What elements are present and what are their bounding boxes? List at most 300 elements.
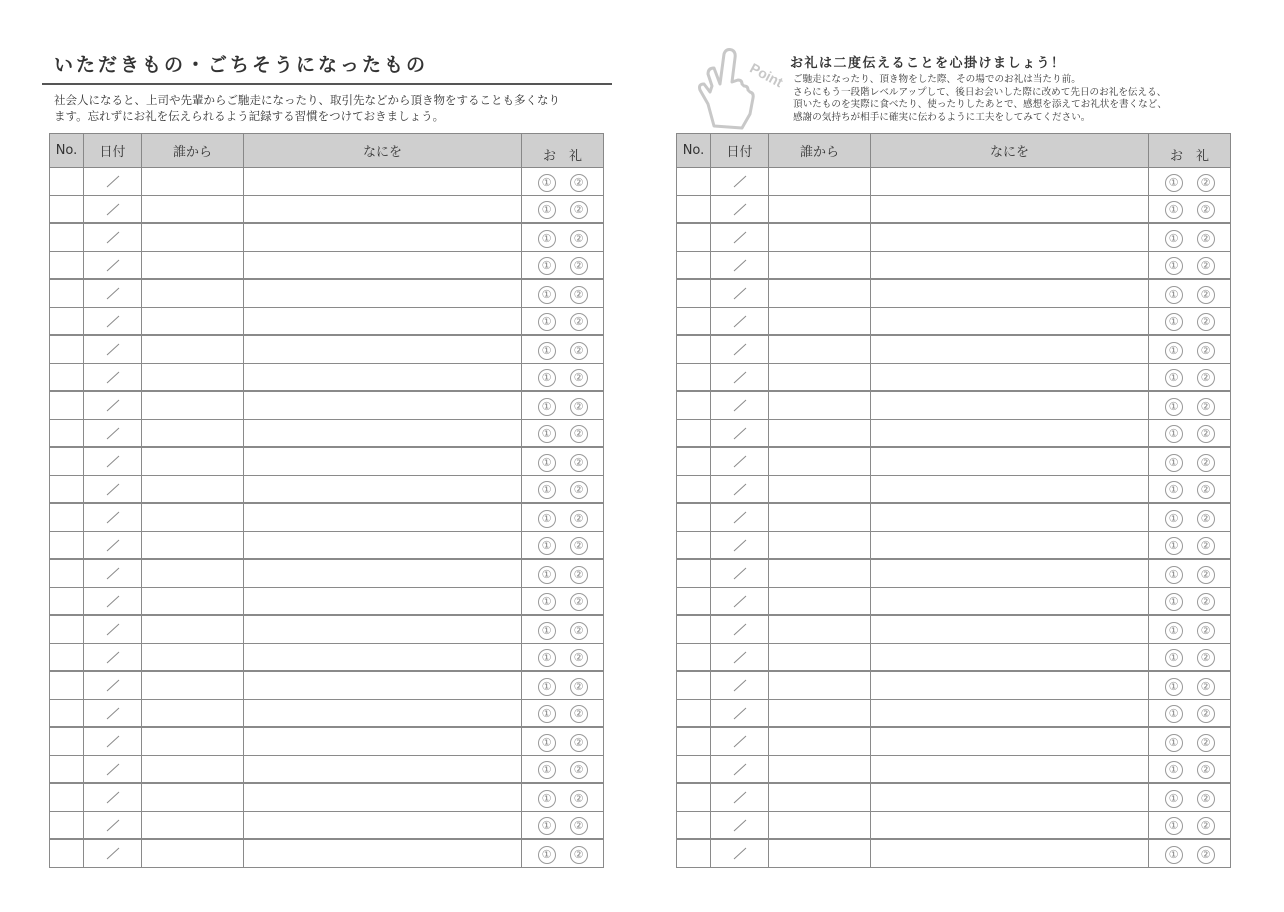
thanks-mark-2[interactable]: ② — [1197, 846, 1215, 864]
from-cell[interactable] — [769, 335, 871, 363]
no-cell[interactable] — [677, 335, 711, 363]
thanks-mark-1[interactable]: ① — [538, 369, 556, 387]
from-cell[interactable] — [769, 223, 871, 251]
thanks-cell[interactable] — [1149, 419, 1231, 447]
from-cell[interactable] — [142, 195, 244, 223]
date-cell[interactable] — [84, 615, 142, 643]
no-cell[interactable] — [677, 559, 711, 587]
no-cell[interactable] — [50, 671, 84, 699]
thanks-mark-1[interactable]: ① — [538, 454, 556, 472]
thanks-cell[interactable] — [522, 559, 604, 587]
what-cell[interactable] — [244, 783, 522, 811]
no-cell[interactable] — [677, 755, 711, 783]
from-cell[interactable] — [769, 391, 871, 419]
what-cell[interactable] — [244, 447, 522, 475]
thanks-mark-2[interactable]: ② — [570, 510, 588, 528]
thanks-cell[interactable] — [522, 839, 604, 867]
thanks-mark-2[interactable]: ② — [1197, 761, 1215, 779]
thanks-mark-1[interactable]: ① — [538, 398, 556, 416]
from-cell[interactable] — [769, 531, 871, 559]
thanks-mark-2[interactable]: ② — [1197, 313, 1215, 331]
thanks-mark-1[interactable]: ① — [538, 566, 556, 584]
thanks-mark-1[interactable]: ① — [1165, 705, 1183, 723]
date-cell[interactable] — [84, 671, 142, 699]
no-cell[interactable] — [50, 643, 84, 671]
what-cell[interactable] — [871, 699, 1149, 727]
what-cell[interactable] — [244, 168, 522, 196]
from-cell[interactable] — [142, 559, 244, 587]
thanks-cell[interactable] — [522, 168, 604, 196]
thanks-mark-2[interactable]: ② — [570, 734, 588, 752]
from-cell[interactable] — [769, 615, 871, 643]
from-cell[interactable] — [142, 475, 244, 503]
thanks-mark-2[interactable]: ② — [570, 257, 588, 275]
thanks-cell[interactable] — [1149, 671, 1231, 699]
thanks-mark-1[interactable]: ① — [538, 481, 556, 499]
thanks-mark-1[interactable]: ① — [1165, 734, 1183, 752]
from-cell[interactable] — [769, 363, 871, 391]
from-cell[interactable] — [769, 419, 871, 447]
thanks-cell[interactable] — [522, 391, 604, 419]
thanks-mark-2[interactable]: ② — [1197, 510, 1215, 528]
date-cell[interactable] — [711, 391, 769, 419]
thanks-cell[interactable] — [522, 671, 604, 699]
from-cell[interactable] — [142, 811, 244, 839]
thanks-mark-1[interactable]: ① — [538, 425, 556, 443]
what-cell[interactable] — [871, 755, 1149, 783]
thanks-cell[interactable] — [1149, 391, 1231, 419]
thanks-mark-1[interactable]: ① — [538, 537, 556, 555]
thanks-mark-1[interactable]: ① — [1165, 454, 1183, 472]
date-cell[interactable] — [711, 727, 769, 755]
thanks-mark-1[interactable]: ① — [1165, 286, 1183, 304]
no-cell[interactable] — [677, 727, 711, 755]
from-cell[interactable] — [769, 168, 871, 196]
thanks-cell[interactable] — [522, 727, 604, 755]
from-cell[interactable] — [769, 643, 871, 671]
no-cell[interactable] — [677, 839, 711, 867]
date-cell[interactable] — [84, 503, 142, 531]
thanks-cell[interactable] — [1149, 279, 1231, 307]
what-cell[interactable] — [244, 699, 522, 727]
thanks-mark-1[interactable]: ① — [1165, 398, 1183, 416]
date-cell[interactable] — [84, 363, 142, 391]
what-cell[interactable] — [244, 755, 522, 783]
thanks-mark-2[interactable]: ② — [570, 566, 588, 584]
thanks-cell[interactable] — [1149, 363, 1231, 391]
what-cell[interactable] — [871, 168, 1149, 196]
thanks-mark-1[interactable]: ① — [538, 705, 556, 723]
thanks-cell[interactable] — [522, 783, 604, 811]
thanks-mark-1[interactable]: ① — [538, 510, 556, 528]
date-cell[interactable] — [711, 223, 769, 251]
thanks-mark-2[interactable]: ② — [1197, 230, 1215, 248]
thanks-mark-2[interactable]: ② — [1197, 649, 1215, 667]
thanks-mark-2[interactable]: ② — [570, 817, 588, 835]
thanks-cell[interactable] — [1149, 615, 1231, 643]
thanks-mark-2[interactable]: ② — [1197, 481, 1215, 499]
date-cell[interactable] — [711, 363, 769, 391]
thanks-cell[interactable] — [522, 363, 604, 391]
what-cell[interactable] — [244, 391, 522, 419]
no-cell[interactable] — [50, 699, 84, 727]
from-cell[interactable] — [769, 559, 871, 587]
from-cell[interactable] — [142, 783, 244, 811]
thanks-mark-2[interactable]: ② — [570, 761, 588, 779]
what-cell[interactable] — [871, 391, 1149, 419]
what-cell[interactable] — [871, 279, 1149, 307]
thanks-mark-1[interactable]: ① — [538, 846, 556, 864]
thanks-mark-2[interactable]: ② — [1197, 342, 1215, 360]
no-cell[interactable] — [50, 447, 84, 475]
date-cell[interactable] — [84, 195, 142, 223]
date-cell[interactable] — [711, 195, 769, 223]
thanks-mark-2[interactable]: ② — [570, 230, 588, 248]
date-cell[interactable] — [84, 335, 142, 363]
thanks-cell[interactable] — [1149, 587, 1231, 615]
from-cell[interactable] — [769, 783, 871, 811]
from-cell[interactable] — [142, 587, 244, 615]
thanks-mark-2[interactable]: ② — [1197, 286, 1215, 304]
date-cell[interactable] — [84, 587, 142, 615]
thanks-mark-1[interactable]: ① — [1165, 230, 1183, 248]
what-cell[interactable] — [871, 643, 1149, 671]
what-cell[interactable] — [871, 419, 1149, 447]
date-cell[interactable] — [84, 168, 142, 196]
from-cell[interactable] — [142, 251, 244, 279]
from-cell[interactable] — [769, 307, 871, 335]
thanks-cell[interactable] — [1149, 223, 1231, 251]
from-cell[interactable] — [769, 755, 871, 783]
no-cell[interactable] — [50, 335, 84, 363]
thanks-mark-2[interactable]: ② — [570, 313, 588, 331]
no-cell[interactable] — [677, 419, 711, 447]
thanks-mark-2[interactable]: ② — [570, 705, 588, 723]
thanks-mark-1[interactable]: ① — [1165, 790, 1183, 808]
what-cell[interactable] — [244, 587, 522, 615]
thanks-mark-1[interactable]: ① — [538, 342, 556, 360]
date-cell[interactable] — [711, 615, 769, 643]
what-cell[interactable] — [244, 531, 522, 559]
what-cell[interactable] — [244, 279, 522, 307]
thanks-mark-2[interactable]: ② — [570, 622, 588, 640]
from-cell[interactable] — [769, 811, 871, 839]
date-cell[interactable] — [84, 419, 142, 447]
no-cell[interactable] — [677, 811, 711, 839]
what-cell[interactable] — [244, 615, 522, 643]
what-cell[interactable] — [871, 587, 1149, 615]
thanks-cell[interactable] — [1149, 699, 1231, 727]
what-cell[interactable] — [871, 559, 1149, 587]
date-cell[interactable] — [711, 531, 769, 559]
no-cell[interactable] — [677, 223, 711, 251]
date-cell[interactable] — [84, 223, 142, 251]
thanks-mark-1[interactable]: ① — [538, 593, 556, 611]
from-cell[interactable] — [769, 475, 871, 503]
date-cell[interactable] — [84, 531, 142, 559]
thanks-cell[interactable] — [1149, 559, 1231, 587]
thanks-cell[interactable] — [522, 447, 604, 475]
thanks-mark-2[interactable]: ② — [1197, 454, 1215, 472]
what-cell[interactable] — [244, 475, 522, 503]
what-cell[interactable] — [871, 671, 1149, 699]
what-cell[interactable] — [871, 811, 1149, 839]
from-cell[interactable] — [769, 839, 871, 867]
what-cell[interactable] — [871, 531, 1149, 559]
date-cell[interactable] — [711, 839, 769, 867]
thanks-mark-2[interactable]: ② — [570, 649, 588, 667]
from-cell[interactable] — [142, 839, 244, 867]
from-cell[interactable] — [142, 335, 244, 363]
thanks-mark-2[interactable]: ② — [570, 286, 588, 304]
no-cell[interactable] — [50, 783, 84, 811]
date-cell[interactable] — [84, 643, 142, 671]
what-cell[interactable] — [871, 839, 1149, 867]
thanks-cell[interactable] — [1149, 755, 1231, 783]
no-cell[interactable] — [50, 755, 84, 783]
what-cell[interactable] — [244, 671, 522, 699]
thanks-mark-2[interactable]: ② — [1197, 537, 1215, 555]
date-cell[interactable] — [711, 699, 769, 727]
date-cell[interactable] — [84, 839, 142, 867]
what-cell[interactable] — [244, 727, 522, 755]
no-cell[interactable] — [50, 587, 84, 615]
what-cell[interactable] — [244, 251, 522, 279]
from-cell[interactable] — [769, 503, 871, 531]
thanks-mark-1[interactable]: ① — [538, 286, 556, 304]
thanks-mark-2[interactable]: ② — [570, 454, 588, 472]
thanks-mark-2[interactable]: ② — [1197, 705, 1215, 723]
no-cell[interactable] — [677, 447, 711, 475]
no-cell[interactable] — [50, 223, 84, 251]
thanks-mark-1[interactable]: ① — [538, 790, 556, 808]
thanks-cell[interactable] — [522, 251, 604, 279]
what-cell[interactable] — [244, 503, 522, 531]
no-cell[interactable] — [50, 419, 84, 447]
no-cell[interactable] — [677, 643, 711, 671]
from-cell[interactable] — [769, 699, 871, 727]
thanks-mark-1[interactable]: ① — [1165, 846, 1183, 864]
what-cell[interactable] — [871, 727, 1149, 755]
no-cell[interactable] — [677, 615, 711, 643]
no-cell[interactable] — [50, 307, 84, 335]
thanks-cell[interactable] — [522, 643, 604, 671]
from-cell[interactable] — [142, 671, 244, 699]
no-cell[interactable] — [50, 195, 84, 223]
what-cell[interactable] — [244, 195, 522, 223]
date-cell[interactable] — [84, 447, 142, 475]
thanks-mark-2[interactable]: ② — [1197, 790, 1215, 808]
thanks-cell[interactable] — [522, 195, 604, 223]
thanks-cell[interactable] — [1149, 839, 1231, 867]
thanks-mark-2[interactable]: ② — [570, 481, 588, 499]
no-cell[interactable] — [50, 475, 84, 503]
from-cell[interactable] — [142, 727, 244, 755]
what-cell[interactable] — [871, 447, 1149, 475]
what-cell[interactable] — [871, 251, 1149, 279]
from-cell[interactable] — [769, 447, 871, 475]
thanks-mark-1[interactable]: ① — [1165, 369, 1183, 387]
thanks-cell[interactable] — [522, 699, 604, 727]
what-cell[interactable] — [871, 195, 1149, 223]
date-cell[interactable] — [84, 279, 142, 307]
what-cell[interactable] — [871, 615, 1149, 643]
what-cell[interactable] — [871, 307, 1149, 335]
thanks-cell[interactable] — [1149, 447, 1231, 475]
thanks-mark-2[interactable]: ② — [1197, 593, 1215, 611]
what-cell[interactable] — [244, 307, 522, 335]
date-cell[interactable] — [84, 559, 142, 587]
thanks-mark-2[interactable]: ② — [1197, 425, 1215, 443]
date-cell[interactable] — [84, 307, 142, 335]
thanks-cell[interactable] — [522, 531, 604, 559]
no-cell[interactable] — [50, 503, 84, 531]
no-cell[interactable] — [677, 168, 711, 196]
no-cell[interactable] — [677, 699, 711, 727]
no-cell[interactable] — [50, 391, 84, 419]
no-cell[interactable] — [677, 279, 711, 307]
from-cell[interactable] — [142, 755, 244, 783]
no-cell[interactable] — [50, 839, 84, 867]
thanks-mark-1[interactable]: ① — [538, 257, 556, 275]
thanks-mark-2[interactable]: ② — [570, 342, 588, 360]
no-cell[interactable] — [50, 363, 84, 391]
no-cell[interactable] — [50, 727, 84, 755]
no-cell[interactable] — [50, 811, 84, 839]
thanks-mark-2[interactable]: ② — [570, 201, 588, 219]
thanks-mark-2[interactable]: ② — [570, 174, 588, 192]
from-cell[interactable] — [142, 615, 244, 643]
thanks-cell[interactable] — [522, 279, 604, 307]
no-cell[interactable] — [677, 503, 711, 531]
thanks-mark-2[interactable]: ② — [1197, 817, 1215, 835]
no-cell[interactable] — [677, 363, 711, 391]
no-cell[interactable] — [677, 587, 711, 615]
thanks-mark-1[interactable]: ① — [538, 622, 556, 640]
thanks-mark-2[interactable]: ② — [570, 593, 588, 611]
thanks-cell[interactable] — [1149, 475, 1231, 503]
thanks-mark-2[interactable]: ② — [570, 790, 588, 808]
thanks-mark-2[interactable]: ② — [1197, 734, 1215, 752]
date-cell[interactable] — [84, 727, 142, 755]
thanks-mark-2[interactable]: ② — [570, 425, 588, 443]
thanks-mark-1[interactable]: ① — [1165, 174, 1183, 192]
thanks-mark-1[interactable]: ① — [538, 649, 556, 667]
thanks-cell[interactable] — [1149, 727, 1231, 755]
date-cell[interactable] — [711, 587, 769, 615]
thanks-mark-1[interactable]: ① — [538, 201, 556, 219]
what-cell[interactable] — [871, 783, 1149, 811]
from-cell[interactable] — [142, 643, 244, 671]
from-cell[interactable] — [142, 531, 244, 559]
thanks-cell[interactable] — [1149, 811, 1231, 839]
thanks-cell[interactable] — [522, 755, 604, 783]
what-cell[interactable] — [244, 643, 522, 671]
thanks-mark-1[interactable]: ① — [1165, 201, 1183, 219]
date-cell[interactable] — [84, 811, 142, 839]
thanks-cell[interactable] — [1149, 195, 1231, 223]
thanks-mark-1[interactable]: ① — [1165, 537, 1183, 555]
what-cell[interactable] — [244, 839, 522, 867]
date-cell[interactable] — [711, 447, 769, 475]
thanks-cell[interactable] — [1149, 168, 1231, 196]
thanks-mark-1[interactable]: ① — [1165, 622, 1183, 640]
date-cell[interactable] — [84, 699, 142, 727]
what-cell[interactable] — [871, 335, 1149, 363]
thanks-mark-2[interactable]: ② — [1197, 369, 1215, 387]
thanks-cell[interactable] — [522, 419, 604, 447]
from-cell[interactable] — [142, 279, 244, 307]
thanks-cell[interactable] — [1149, 531, 1231, 559]
what-cell[interactable] — [244, 559, 522, 587]
thanks-cell[interactable] — [522, 503, 604, 531]
no-cell[interactable] — [677, 391, 711, 419]
thanks-mark-2[interactable]: ② — [1197, 201, 1215, 219]
what-cell[interactable] — [871, 503, 1149, 531]
date-cell[interactable] — [84, 783, 142, 811]
thanks-cell[interactable] — [522, 307, 604, 335]
thanks-mark-2[interactable]: ② — [570, 398, 588, 416]
thanks-cell[interactable] — [522, 587, 604, 615]
thanks-mark-1[interactable]: ① — [1165, 257, 1183, 275]
date-cell[interactable] — [711, 307, 769, 335]
from-cell[interactable] — [142, 447, 244, 475]
thanks-mark-1[interactable]: ① — [538, 313, 556, 331]
from-cell[interactable] — [142, 419, 244, 447]
thanks-mark-1[interactable]: ① — [1165, 761, 1183, 779]
no-cell[interactable] — [50, 168, 84, 196]
what-cell[interactable] — [244, 335, 522, 363]
thanks-cell[interactable] — [522, 615, 604, 643]
from-cell[interactable] — [769, 671, 871, 699]
date-cell[interactable] — [711, 419, 769, 447]
no-cell[interactable] — [677, 307, 711, 335]
what-cell[interactable] — [871, 223, 1149, 251]
date-cell[interactable] — [84, 251, 142, 279]
thanks-mark-1[interactable]: ① — [1165, 510, 1183, 528]
thanks-mark-1[interactable]: ① — [1165, 593, 1183, 611]
thanks-mark-2[interactable]: ② — [570, 846, 588, 864]
no-cell[interactable] — [677, 783, 711, 811]
thanks-cell[interactable] — [1149, 307, 1231, 335]
what-cell[interactable] — [244, 363, 522, 391]
thanks-cell[interactable] — [1149, 335, 1231, 363]
thanks-mark-2[interactable]: ② — [570, 678, 588, 696]
no-cell[interactable] — [50, 531, 84, 559]
thanks-cell[interactable] — [1149, 503, 1231, 531]
thanks-mark-2[interactable]: ② — [570, 537, 588, 555]
thanks-mark-1[interactable]: ① — [1165, 566, 1183, 584]
thanks-mark-1[interactable]: ① — [1165, 817, 1183, 835]
thanks-cell[interactable] — [522, 335, 604, 363]
date-cell[interactable] — [84, 755, 142, 783]
no-cell[interactable] — [50, 615, 84, 643]
no-cell[interactable] — [50, 251, 84, 279]
date-cell[interactable] — [711, 503, 769, 531]
from-cell[interactable] — [142, 391, 244, 419]
from-cell[interactable] — [769, 195, 871, 223]
thanks-mark-2[interactable]: ② — [1197, 257, 1215, 275]
date-cell[interactable] — [711, 643, 769, 671]
date-cell[interactable] — [711, 811, 769, 839]
thanks-mark-1[interactable]: ① — [1165, 678, 1183, 696]
date-cell[interactable] — [711, 279, 769, 307]
from-cell[interactable] — [142, 363, 244, 391]
what-cell[interactable] — [244, 223, 522, 251]
date-cell[interactable] — [711, 783, 769, 811]
date-cell[interactable] — [711, 755, 769, 783]
date-cell[interactable] — [711, 335, 769, 363]
